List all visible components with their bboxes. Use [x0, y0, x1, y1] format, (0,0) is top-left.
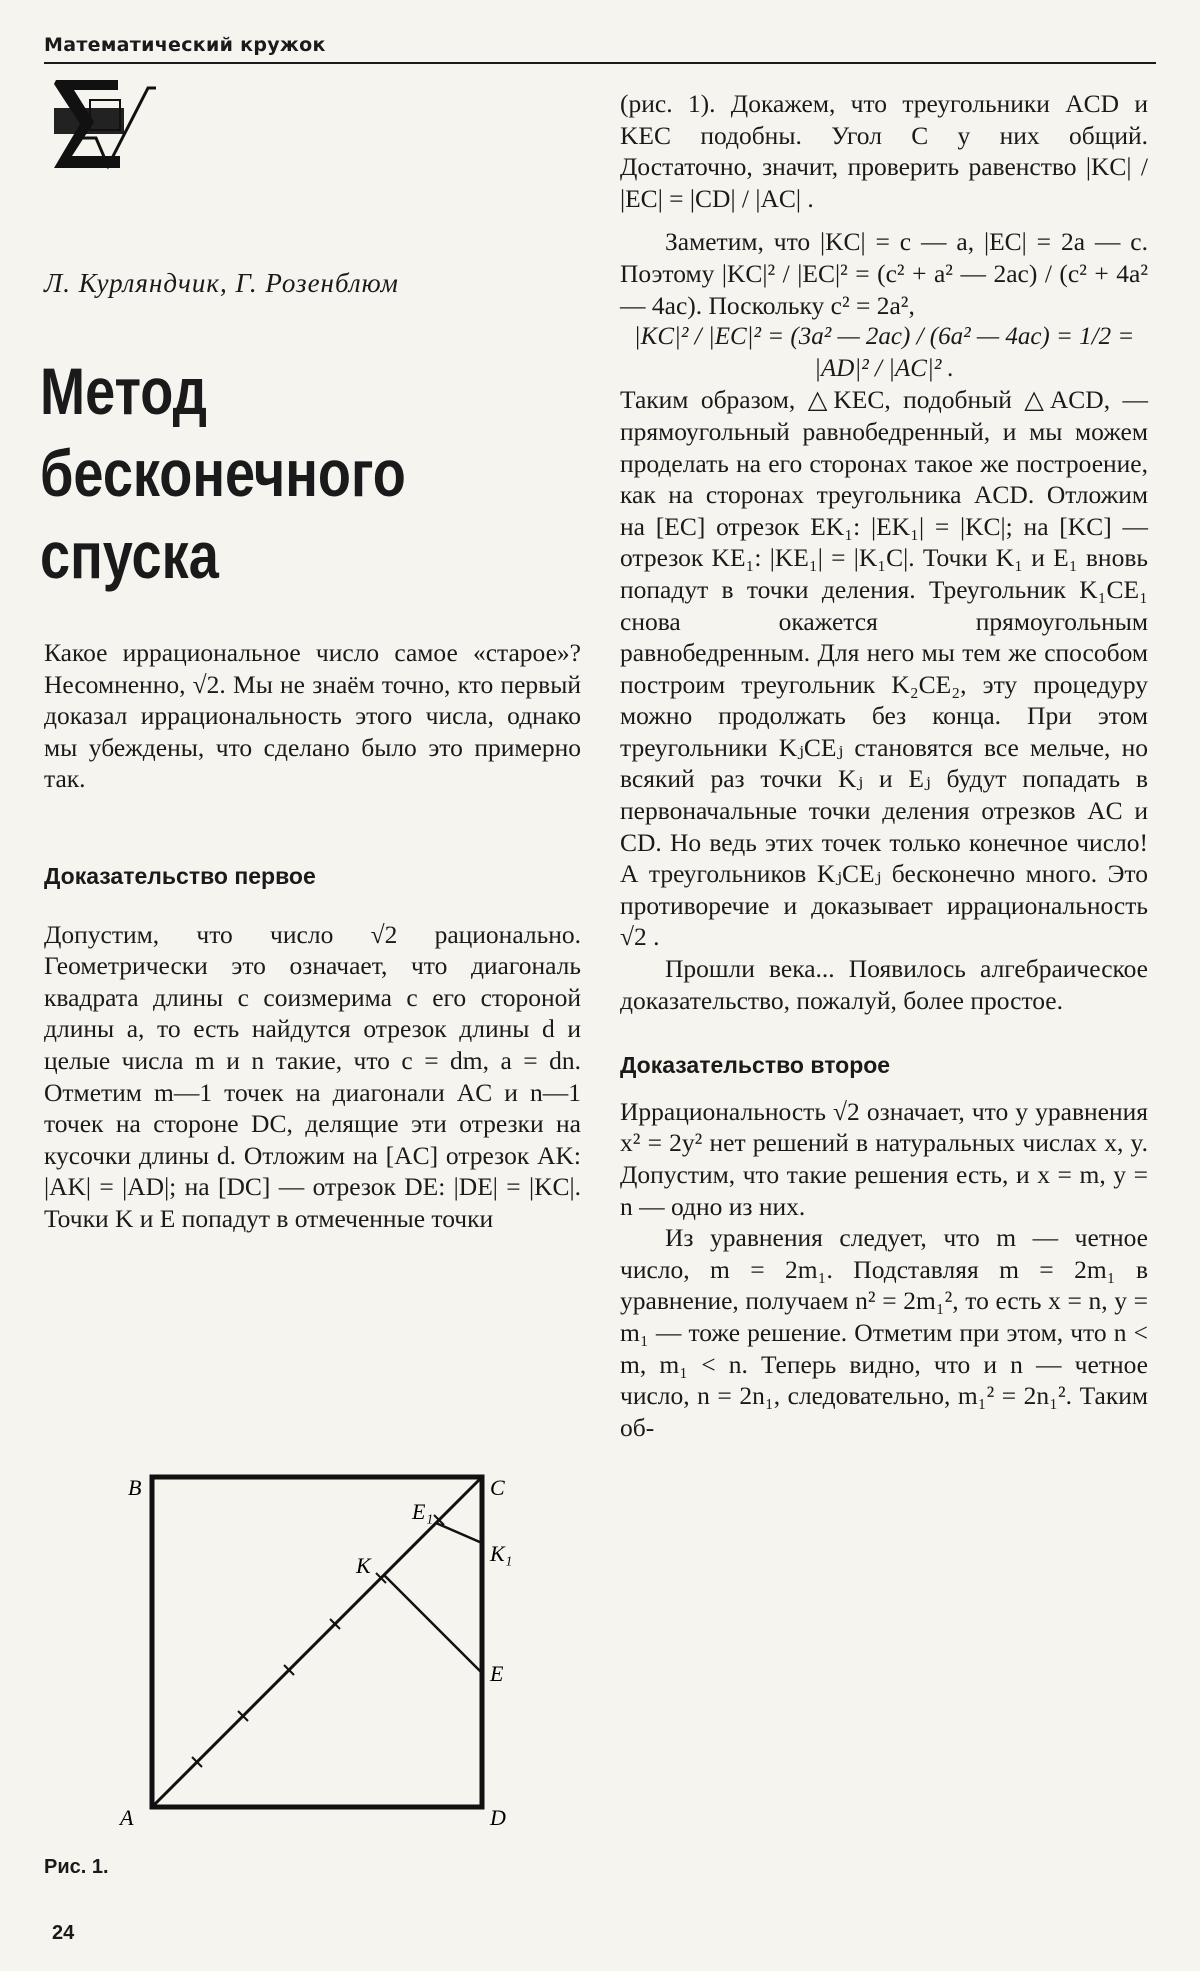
- proof-two-paragraph: Иррациональность √2 означает, что у уравнения x² = 2y² нет решений в натуральных числах x, y. Допустим, что такие решения есть, и x = m, y = n — одно из них.: [620, 1096, 1148, 1221]
- proof-one-paragraph: Допустим, что число √2 рационально. Геометрически это означает, что диагональ квадрата длины c соизмерима с его стороной длины a, то есть найдутся отрезок длины d и целые числа m и n такие, что c = dm, a = dn. Отметим m—1 точек на диагонали AC и n—1 точек на стороне DC, делящие эти отрезки на кусочки длины d. Отложим на [AC] отрезок AK: |AK| = |AD|; на [DC] — отрезок DE: |DE| = |KC|. Точки K и E попадут в отмеченные точки: [44, 919, 581, 1233]
- intro-paragraph: Какое иррациональное число самое «старое»? Несомненно, √2. Мы не знаём точно, кто первый доказал иррациональность этого числа, однако мы убеждены, что сделано было это примерно так.: [44, 638, 581, 794]
- section-heading-second-proof: Доказательство второе: [620, 1052, 891, 1079]
- header-rule: [44, 62, 1156, 64]
- figure-caption: Рис. 1.: [44, 1856, 109, 1878]
- ratio-formula: |KC|² / |EC|² = (3a² — 2ac) / (6a² — 4ac) = 1/2 = |AD|² / |AC|² .: [633, 323, 1135, 382]
- proof-two-derivation-paragraph: Из уравнения следует, что m — четное число, m = 2m₁. Подставляя m = 2m₁ в уравнение, получаем n² = 2m₁², то есть x = n, y = m₁ — тоже решение. Отметим при этом, что n < m, m₁ < n. Теперь видно, что и n — четное число, n = 2n₁, следовательно, m₁² = 2n₁². Таким об-: [620, 1223, 1148, 1442]
- proof-one-closing-paragraph: Прошли века... Появилось алгебраическое доказательство, пожалуй, более простое.: [620, 954, 1148, 1015]
- label-e: E: [490, 1661, 504, 1686]
- authors: Л. Курляндчик, Г. Розенблюм: [44, 268, 399, 298]
- title-line: спуска: [40, 518, 219, 592]
- label-b: B: [128, 1475, 142, 1500]
- proof-one-continuation: (рис. 1). Докажем, что треугольники ACD и KEC подобны. Угол C у них общий. Достаточно, значит, проверить равенство |KC| / |EC| = |CD| / |AC| .: [620, 89, 1148, 213]
- right-column: [620, 88, 1148, 1443]
- label-k1: K₁: [490, 1541, 513, 1566]
- diagonal-ac: [152, 1477, 482, 1807]
- segment-ke: [384, 1575, 482, 1673]
- label-c: C: [490, 1475, 505, 1500]
- label-e1: E₁: [412, 1499, 434, 1524]
- left-column: [44, 637, 581, 1235]
- label-a: A: [120, 1805, 134, 1830]
- label-d: D: [490, 1805, 506, 1830]
- running-head: Математический кружок: [44, 34, 326, 56]
- proof-one-note-paragraph: Заметим, что |KC| = c — a, |EC| = 2a — c. Поэтому |KC|² / |EC|² = (c² + a² — 2ac) / (c² + 4a² — 4ac). Поскольку c² = 2a²,: [620, 227, 1148, 320]
- proof-one-descent-paragraph: Таким образом, △KEC, подобный △ACD, — прямоугольный равнобедренный, и мы можем проделать на его сторонах такое же построение, как на сторонах треугольника ACD. Отложим на [EC] отрезок EK₁: |EK₁| = |KC|; на [KC] — отрезок KE₁: |KE₁| = |K₁C|. Точки K₁ и E₁ вновь попадут в точки деления. Треугольник K₁CE₁ снова окажется прямоугольным равнобедренным. Для него мы тем же способом построим треугольник K₂CE₂, эту процедуру можно продолжать без конца. При этом треугольники KⱼCEⱼ становятся все мельче, но всякий раз точки Kⱼ и Eⱼ будут попадать в первоначальные точки деления отрезков AC и CD. Но ведь этих точек только конечное число! А треугольников KⱼCEⱼ бесконечно много. Это противоречие и доказывает иррациональность √2 .: [620, 385, 1148, 952]
- title-line: Метод: [40, 354, 207, 428]
- label-k: K: [356, 1553, 371, 1578]
- title-line: бесконечного: [40, 436, 406, 510]
- sigma-root-logo-icon: [48, 78, 158, 175]
- page-number: 24: [52, 1922, 75, 1944]
- article-title: [40, 350, 406, 596]
- figure-square-diagram: [44, 1455, 564, 1860]
- section-heading-first-proof: Доказательство первое: [44, 862, 316, 889]
- segment-e1k1: [436, 1523, 482, 1543]
